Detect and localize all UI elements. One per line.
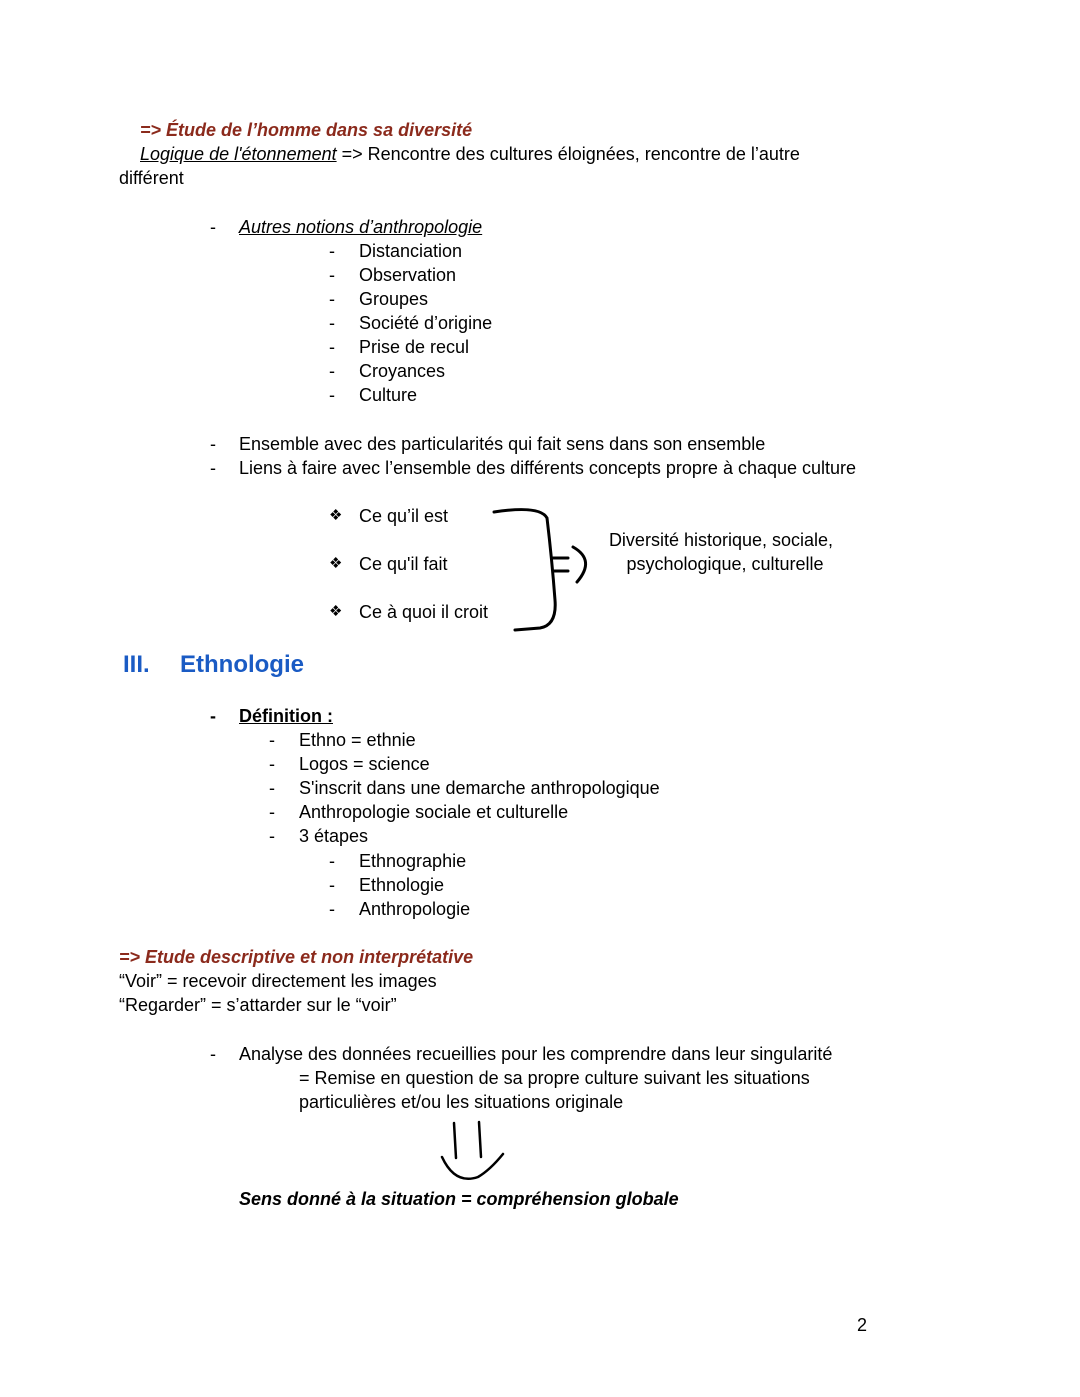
regarder-definition: “Regarder” = s’attarder sur le “voir” [119,995,397,1015]
section-number: III. [123,651,150,678]
bullet-dash: - [329,289,335,309]
voir-definition: “Voir” = recevoir directement les images [119,971,437,991]
point-item: Liens à faire avec l’ensemble des différents concepts propre à chaque culture [239,458,857,478]
definition-title: Définition : [239,706,333,726]
list-item: Croyances [359,361,446,381]
logic-rest: => Rencontre des cultures éloignées, rencontre de l’autre [336,144,800,164]
bullet-dash: - [210,217,216,237]
down-arrow-icon [442,1122,503,1179]
list-item: 3 étapes [299,826,369,846]
aspect-item: Ce qu'il fait [359,554,448,574]
notions-title: Autres notions d’anthropologie [239,217,483,237]
bullet-dash: - [329,899,335,919]
bullet-dash: - [269,730,275,750]
bullet-dash: - [329,851,335,871]
list-item: Ethno = ethnie [299,730,416,750]
diamond-bullet-icon: ❖ [329,507,343,524]
bullet-dash: - [269,778,275,798]
bullet-dash: - [269,802,275,822]
list-item: Observation [359,265,457,285]
implies-arrow-icon [553,547,586,582]
bullet-dash: - [329,875,335,895]
bullet-dash: - [210,706,216,726]
bullet-dash: - [210,458,216,478]
bullet-dash: - [329,337,335,357]
list-item: Société d’origine [359,313,493,333]
analysis-result: Sens donné à la situation = compréhension globale [239,1189,679,1209]
step-item: Anthropologie [359,899,471,919]
bullet-dash: - [269,826,275,846]
logic-term: Logique de l'étonnement [140,144,337,164]
aspect-result-line1: Diversité historique, sociale, [608,530,834,550]
list-item: Groupes [359,289,429,309]
logic-cont: différent [119,168,184,188]
list-item: Anthropologie sociale et culturelle [299,802,569,822]
bullet-dash: - [210,1044,216,1064]
point-item: Ensemble avec des particularités qui fait sens dans son ensemble [239,434,766,454]
list-item: Logos = science [299,754,430,774]
diamond-bullet-icon: ❖ [329,603,343,620]
section-title: Ethnologie [180,651,304,678]
aspect-result-line2: psychologique, culturelle [626,554,824,574]
analysis-line3: particulières et/ou les situations originale [299,1092,624,1112]
bullet-dash: - [329,241,335,261]
conclusion-diversity: => Étude de l’homme dans sa diversité [140,120,473,140]
analysis-line2: = Remise en question de sa propre culture suivant les situations [299,1068,810,1088]
list-item: Prise de recul [359,337,470,357]
bullet-dash: - [329,385,335,405]
analysis-line1: Analyse des données recueillies pour les comprendre dans leur singularité [239,1044,833,1064]
diamond-bullet-icon: ❖ [329,555,343,572]
bracket-drawing [494,510,555,630]
page-number: 2 [857,1315,868,1335]
bullet-dash: - [329,361,335,381]
aspect-item: Ce qu’il est [359,506,449,526]
step-item: Ethnologie [359,875,445,895]
bullet-dash: - [269,754,275,774]
aspect-item: Ce à quoi il croit [359,602,489,622]
list-item: Culture [359,385,418,405]
step-item: Ethnographie [359,851,467,871]
bullet-dash: - [210,434,216,454]
list-item: Distanciation [359,241,463,261]
conclusion-descriptive: => Etude descriptive et non interprétative [119,947,474,967]
bullet-dash: - [329,313,335,333]
list-item: S'inscrit dans une demarche anthropologique [299,778,660,798]
bullet-dash: - [329,265,335,285]
